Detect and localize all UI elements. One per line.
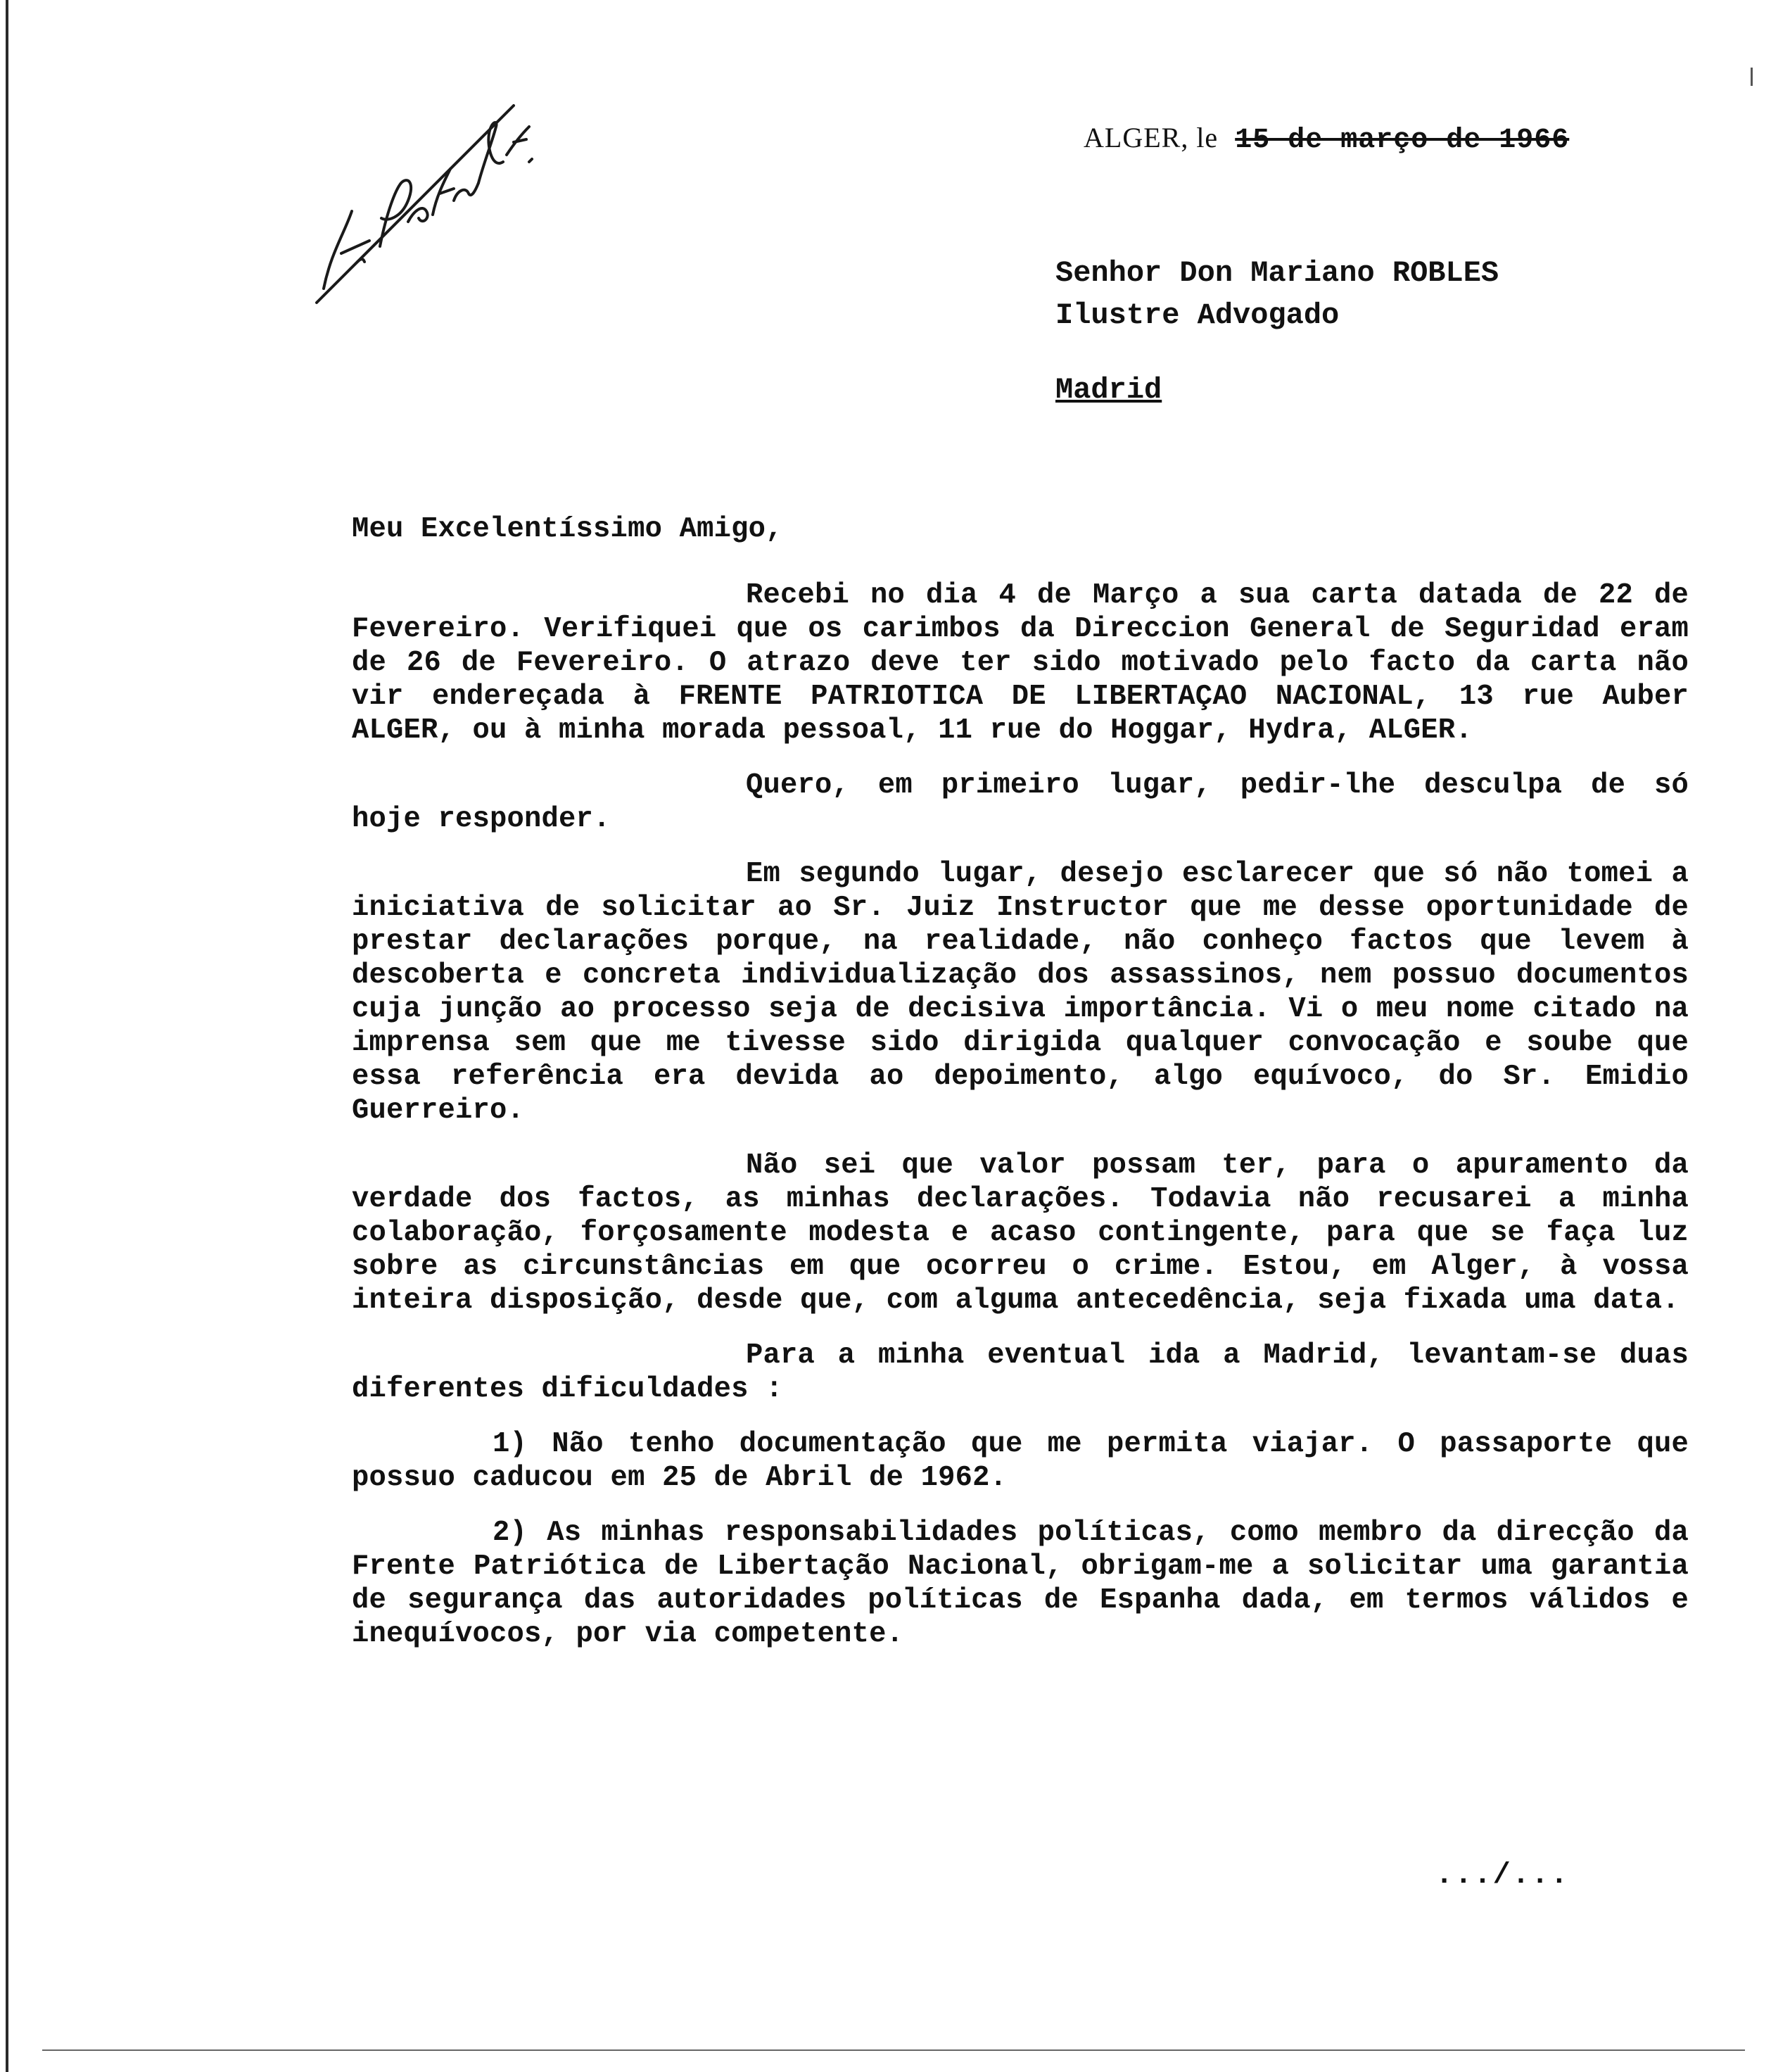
numbered-item: 2) As minhas responsabilidades políticas, como membro da direcção da Frente Patriótica de Libertação Nacional, obrigam-me a solicitar uma garantia de segurança das autoridades políticas de Espanha dada, em termos válidos e inequívocos, por via competente. <box>352 1517 1689 1650</box>
dateline-place: ALGER, le <box>1084 122 1219 153</box>
handwritten-signature <box>303 77 535 317</box>
scan-left-edge <box>6 0 8 2072</box>
continued-marker: .../... <box>1435 1858 1570 1892</box>
paragraph: Para a minha eventual ida a Madrid, levantam-se duas diferentes dificuldades : <box>352 1339 1689 1405</box>
paragraph: Quero, em primeiro lugar, pedir-lhe desculpa de só hoje responder. <box>352 769 1689 835</box>
salutation: Meu Excelentíssimo Amigo, <box>352 513 783 545</box>
paragraph: Em segundo lugar, desejo esclarecer que só não tomei a iniciativa de solicitar ao Sr. Juiz Instructor que me desse oportunidade de prestar declarações porque, na realidade, não conheço factos que levem à descoberta e concreta individualização dos assassinos, nem possuo documentos cuja junção ao processo seja de decisiva importância. Vi o meu nome citado na imprensa sem que me tivesse sido dirigida qualquer convocação e soube que essa referência era devida ao depoimento, algo equívoco, do Sr. Emidio Guerreiro. <box>352 858 1689 1127</box>
addressee-city: Madrid <box>1055 373 1162 407</box>
letter-body <box>352 512 1689 1672</box>
dateline-date: 15 de março de 1966 <box>1235 125 1570 156</box>
paragraph: Não sei que valor possam ter, para o apuramento da verdade dos factos, as minhas declarações. Todavia não recusarei a minha colaboração, forçosamente modesta e acaso contingente, para que se faça luz sobre as circunstâncias em que ocorreu o crime. Estou, em Alger, à vossa inteira disposição, desde que, com alguma antecedência, seja fixada uma data. <box>352 1149 1689 1317</box>
numbered-item: 1) Não tenho documentação que me permita viajar. O passaporte que possuo caducou em 25 de Abril de 1962. <box>352 1428 1689 1494</box>
dateline <box>1084 121 1569 156</box>
paragraph: Recebi no dia 4 de Março a sua carta datada de 22 de Fevereiro. Verifiquei que os carimbos da Direccion General de Seguridad eram de 26 de Fevereiro. O atrazo deve ter sido motivado pelo facto da carta não vir endereçada à FRENTE PATRIOTICA DE LIBERTAÇAO NACIONAL, 13 rue Auber ALGER, ou à minha morada pessoal, 11 rue do Hoggar, Hydra, ALGER. <box>352 579 1689 747</box>
addressee-block <box>1055 252 1499 411</box>
addressee-name: Senhor Don Mariano ROBLES <box>1055 256 1499 290</box>
scan-bottom-edge <box>42 2049 1745 2051</box>
scan-mark <box>1751 68 1753 86</box>
addressee-title: Ilustre Advogado <box>1055 298 1340 332</box>
